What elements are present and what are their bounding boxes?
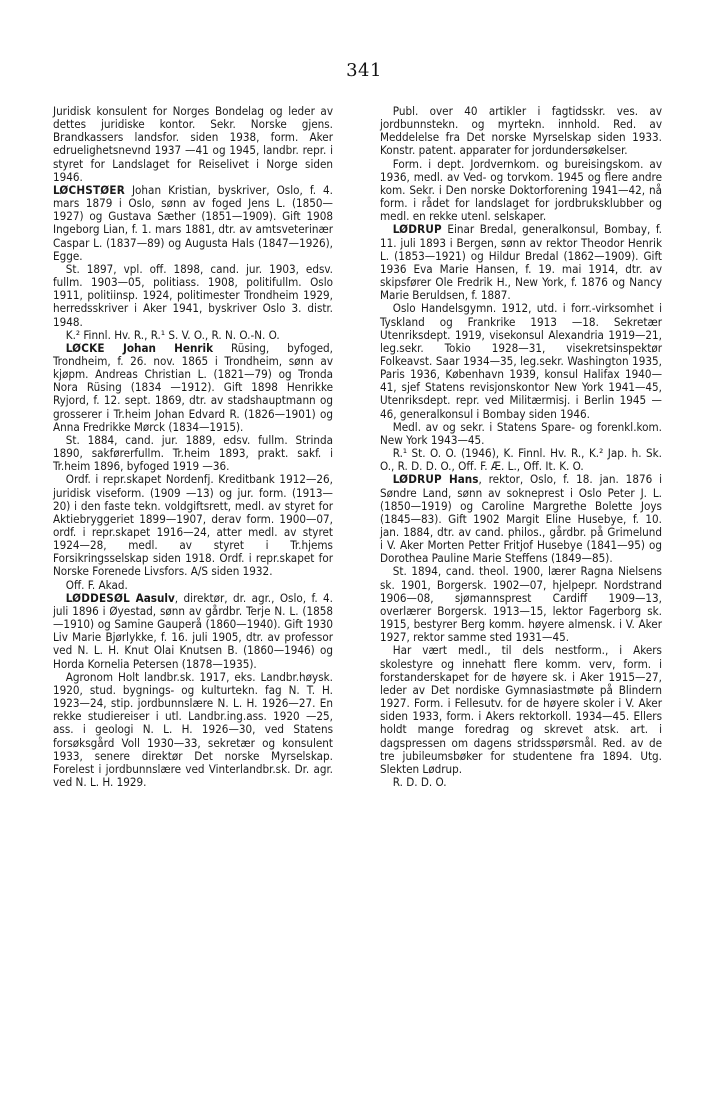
paragraph bbox=[53, 473, 333, 578]
paragraph-text: St. 1884, cand. jur. 1889, edsv. fullm. Strinda 1890, sakførerfullm. Tr.heim 1893, prakt. sakf. i Tr.heim 1896, byfoged 1919 —36. bbox=[53, 432, 333, 474]
biography-entry bbox=[53, 592, 333, 671]
right-column bbox=[380, 105, 662, 789]
paragraph-text: Juridisk konsulent for Norges Bondelag og leder av dettes juridiske kontor. Sekr. Norske gjens. Brandkassers landsfor. siden 1938, form. Aker edruelighetsnevnd 1937 —41 og 1945, landbr. repr. i styret for Landslaget for Reiselivet i Norge siden 1946. bbox=[53, 104, 333, 184]
paragraph bbox=[380, 565, 662, 644]
paragraph-text: Medl. av og sekr. i Statens Spare- og forenkl.kom. New York 1943—45. bbox=[380, 419, 662, 447]
paragraph-text: Rüsing, byfoged, Trondheim, f. 26. nov. 1865 i Trondheim, sønn av kjøpm. Andreas Christian L. (1821—79) og Tronda Nora Rüsing (1834 —1912). Gift 1898 Henrikke Ryjord, f. 12. sept. 1869, dtr. av stadshauptmann og grosserer i Tr.heim Johan Edvard R. (1826—1901) og Anna Fredrikke Mørck (1834—1915). bbox=[53, 340, 333, 434]
paragraph-text: , rektor, Oslo, f. 18. jan. 1876 i Søndre Land, sønn av sokneprest i Oslo Peter J. L. (1850—1919) og Caroline Margrethe Bolette Joys (1845—83). Gift 1902 Margit Eline Husebye, f. 10. jan. 1884, dtr. av cand. philos., gårdbr. på Grimelund i V. Aker Morten Petter Fritjof Husebye (1841—95) og Dorothea Pauline Marie Steffens (1849—85). bbox=[380, 472, 662, 566]
paragraph-text: Agronom Holt landbr.sk. 1917, eks. Landbr.høysk. 1920, stud. bygnings- og kulturtekn. fag N. T. H. 1923—24, stip. jordbunnslære N. L. H. 1926—27. En rekke studiereiser i utl. Landbr.ing.ass. 1920 —25, ass. i geologi N. L. H. 1926—30, ved Statens forsøksgård Voll 1930—33, sekretær og konsulent 1933, senere direktør Det norske Myrselskap. Forelest i jordbunnslære ved Vinterlandbr.sk. Dr. agr. ved N. L. H. 1929. bbox=[53, 669, 333, 789]
biography-entry bbox=[380, 473, 662, 565]
paragraph bbox=[53, 105, 333, 184]
entry-given-name: Hans bbox=[441, 472, 479, 487]
paragraph bbox=[53, 434, 333, 473]
paragraph bbox=[53, 671, 333, 789]
paragraph bbox=[380, 105, 662, 158]
paragraph bbox=[380, 421, 662, 447]
paragraph-text: Har vært medl., til dels nestform., i Akers skolestyre og innehatt flere komm. verv, form. i forstanderskapet for de høyere sk. i Aker 1915—27, leder av Det nordiske Gymnasiastmøte på Blindern 1927. Form. i Fellesutv. for de høyere skoler i V. Aker siden 1933, form. i Akers rektorkoll. 1934—45. Ellers holdt mange foredrag og skrevet atsk. art. i dagspressen om dagens stridsspørsmål. Red. av de tre jubileumsbøker for studentene fra 1894. Utg. Slekten Lødrup. bbox=[380, 643, 662, 776]
entry-surname: LØDDESØL bbox=[65, 590, 130, 605]
paragraph-text: Oslo Handelsgymn. 1912, utd. i forr.-virksomhet i Tyskland og Frankrike 1913 —18. Sekretær Utenriksdept. 1919, visekonsul Alexandria 1919—21, leg.sekr. Tokio 1928—31, visekretsinspektør Folkeavst. Saar 1934—35, leg.sekr. Washington 1935, Paris 1936, København 1939, konsul Halifax 1940—41, sjef Statens revisjonskontor New York 1941—45, Utenriksdept. repr. ved Militærmisj. i Berlin 1945 —46, generalkonsul i Bombay siden 1946. bbox=[380, 301, 662, 421]
paragraph-text: Off. F. Akad. bbox=[65, 577, 128, 592]
paragraph-text: St. 1897, vpl. off. 1898, cand. jur. 1903, edsv. fullm. 1903—05, politiass. 1908, politifullm. Oslo 1911, politiinsp. 1924, politimester Trondheim 1929, herredsskriver i Aker 1941, byskriver Oslo 3. distr. 1948. bbox=[53, 261, 333, 329]
biography-entry bbox=[53, 184, 333, 263]
paragraph-text: St. 1894, cand. theol. 1900, lærer Ragna Nielsens sk. 1901, Borgersk. 1902—07, hjelpepr. Nordstrand 1906—08, sjømannsprest Cardiff 1909—13, overlærer Borgersk. 1913—15, lektor Fagerborg sk. 1915, bestyrer Berg komm. høyere almensk. i V. Aker 1927, rektor samme sted 1931—45. bbox=[380, 564, 662, 645]
paragraph bbox=[380, 158, 662, 224]
entry-surname: LØDRUP bbox=[392, 472, 442, 487]
paragraph-text: Ordf. i repr.skapet Nordenfj. Kreditbank 1912—26, juridisk viseform. (1909 —13) og jur. form. (1913—20) i den faste tekn. voldgiftsrett, medl. av styret for Aktiebryggeriet 1899—1907, derav form. 1900—07, ordf. i repr.skapet 1916—24, atter medl. av styret 1924—28, medl. av styret i Tr.hjems Forsikringsselskap siden 1918. Ordf. i repr.skapet for Norske Forenede Livsfors. A/S siden 1932. bbox=[53, 472, 333, 579]
paragraph bbox=[380, 644, 662, 776]
paragraph bbox=[380, 776, 662, 789]
biography-entry bbox=[380, 223, 662, 302]
paragraph-text: Form. i dept. Jordvernkom. og bureisingskom. av 1936, medl. av Ved- og torvkom. 1945 og flere andre kom. Sekr. i Den norske Doktorforening 1941—42, nå form. i rådet for landslaget for jordbruksklubber og medl. en rekke utenl. selskaper. bbox=[380, 156, 662, 224]
paragraph bbox=[380, 302, 662, 420]
entry-given-name: Johan Henrik bbox=[104, 340, 214, 355]
left-column bbox=[53, 105, 333, 789]
paragraph bbox=[380, 447, 662, 473]
page-number: 341 bbox=[346, 60, 382, 81]
paragraph-text: K.² Finnl. Hv. R., R.¹ S. V. O., R. N. O.-N. O. bbox=[65, 327, 280, 342]
biography-entry bbox=[53, 342, 333, 434]
paragraph-text: R. D. D. O. bbox=[392, 774, 447, 789]
entry-surname: LØDRUP bbox=[392, 222, 442, 237]
entry-surname: LØCHSTØER bbox=[53, 182, 125, 197]
paragraph-text: , direktør, dr. agr., Oslo, f. 4. juli 1896 i Øyestad, sønn av gårdbr. Terje N. L. (1858—1910) og Samine Gauperå (1860—1940). Gift 1930 Liv Marie Bjørlykke, f. 16. juli 1905, dtr. av professor ved N. L. H. Knut Olai Knutsen B. (1860—1946) og Horda Kornelia Petersen (1878—1935). bbox=[53, 590, 333, 671]
paragraph bbox=[53, 263, 333, 329]
entry-given-name: Aasulv bbox=[129, 590, 175, 605]
paragraph-text: Johan Kristian, byskriver, Oslo, f. 4. mars 1879 i Oslo, sønn av foged Jens L. (1850—1927) og Gustava Sæther (1851—1909). Gift 1908 Ingeborg Lian, f. 1. mars 1881, dtr. av amtsveterinær Caspar L. (1837—89) og Augusta Hals (1847—1926), Egge. bbox=[53, 182, 333, 263]
paragraph-text: Publ. over 40 artikler i fagtidsskr. ves. av jordbunnstekn. og myrtekn. innhold. Red. av Meddelelse fra Det norske Myrselskap siden 1933. Konstr. patent. apparater for jordundersøkelser. bbox=[380, 104, 662, 158]
entry-surname: LØCKE bbox=[65, 340, 105, 355]
paragraph-text: Einar Bredal, generalkonsul, Bombay, f. 11. juli 1893 i Bergen, sønn av rektor Theodor Henrik L. (1853—1921) og Hildur Bredal (1862—1909). Gift 1936 Eva Marie Hansen, f. 19. mai 1914, dtr. av skipsfører Ole Fredrik H., New York, f. 1876 og Nancy Marie Beruldsen, f. 1887. bbox=[380, 222, 662, 303]
paragraph-text: R.¹ St. O. O. (1946), K. Finnl. Hv. R., K.² Jap. h. Sk. O., R. D. D. O., Off. F. Æ. L., Off. It. K. O. bbox=[380, 446, 662, 474]
